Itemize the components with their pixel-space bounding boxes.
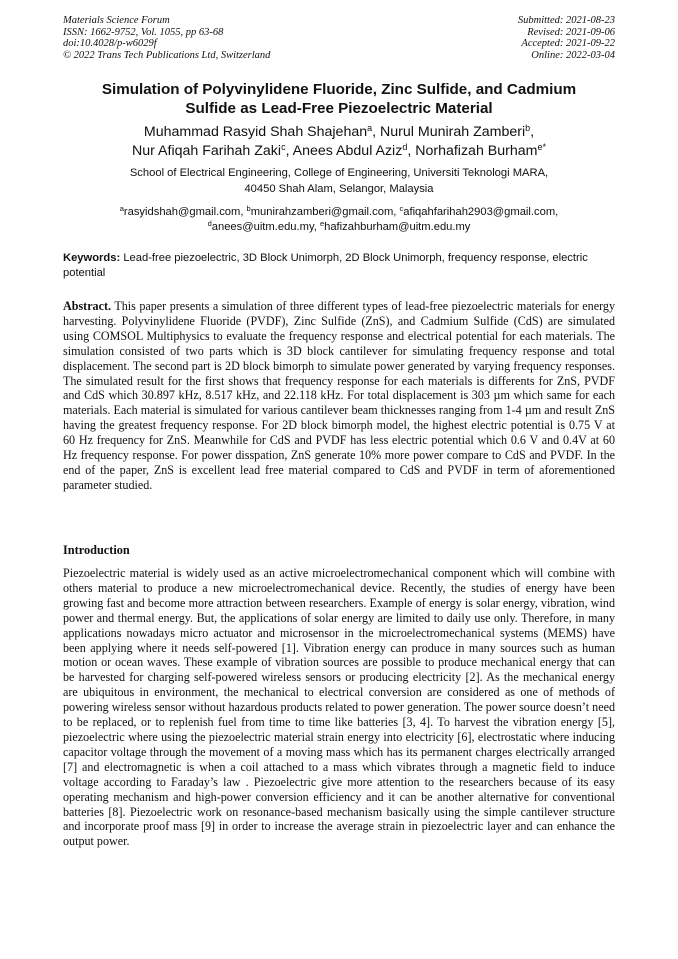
keywords <box>63 251 615 281</box>
email-mark: a <box>119 204 124 213</box>
author-affil-mark: c <box>281 142 286 152</box>
affiliation-line-2: 40450 Shah Alam, Selangor, Malaysia <box>244 182 434 195</box>
author-line-2 <box>63 142 615 161</box>
email-mark: c <box>399 204 404 213</box>
section-heading-introduction: Introduction <box>63 543 130 557</box>
author-name: Nur Afiqah Farihah Zaki <box>132 143 282 159</box>
email-address: munirahzamberi@gmail.com <box>250 206 394 218</box>
author-list <box>63 123 615 161</box>
affiliation <box>63 166 615 197</box>
email-address: anees@uitm.edu.my <box>211 220 314 233</box>
introduction-paragraph: Piezoelectric material is widely used as an active microelectromechanical component which will combine with others material to produce a new microelectromechanical device. Recently, the studies of energy have been growing fast and become more attraction between researchers. Example of energy is solar energy, vibration, wind power and thermal energy. But, the applications of solar energy are limited to daily use only. Therefore, in many applications nowadays micro actuator and microsensor in the microelectromechanical systems (MEMS) have been applying where it needs self-powered [1]. Vibration energy can produce in many sources such as human motion or ocean waves. These example of vibration sources are possible to produce mechanical energy that can be harvested for charging self-powered wireless sensors or producing electricity [2]. As the mechanical energy are ubiquitous in environment, the mechanical to electrical conversion are considered as one of methods of powering wireless sensor without hazardous products related to power generation. The power source doesn’t need to be replaced, or to replenish fuel from time to time like batteries [3, 4]. To harvest the vibration energy [5], piezoelectric where using the piezoelectric material strain energy into electricity [6], electrostatic where inducing capacitor voltage through the movement of a moving mass which has its permanent charges electrically arranged [7] and electromagnetic is when a coil attached to a mass which vibrates through a magnetic field to induce voltage according to Faraday’s law . Piezoelectric give more attention to the researchers because of its easy operating mechanism and high-power conversion efficiency and it can be another alternative for conventional batteries [8]. Piezoelectric work on resonance-based mechanism basically using the simple cantilever structure and incorporate proof mass [9] in order to increase the average strain in piezoelectric layer and can enhance the output power. <box>63 566 615 849</box>
email-mark: d <box>207 218 212 228</box>
email-address: hafizahburham@uitm.edu.my <box>324 220 471 233</box>
issn-line: ISSN: 1662-9752, Vol. 1055, pp 63-68 <box>63 26 224 38</box>
doi-line: doi:10.4028/p-w6029f <box>63 38 157 49</box>
keywords-text: Lead-free piezoelectric, 3D Block Unimorph, 2D Block Unimorph, frequency response, electric potential <box>63 252 588 279</box>
title-line-2: Sulfide as Lead-Free Piezoelectric Material <box>185 100 493 117</box>
abstract <box>63 299 615 493</box>
abstract-text: This paper presents a simulation of three different types of lead-free piezoelectric materials for energy harvesting. Polyvinylidene Fluoride (PVDF), Zinc Sulfide (ZnS), and Cadmium Sulfide (CdS) are simulated using COMSOL Multiphysics to evaluate the frequency response and electrical potential for each materials. The simulation consisted of two parts which is 3D block cantilever for simulating frequency response and total displacement. The second part is 2D block bimorph to simulate power generated by varying frequency responses. The simulated result for the first shows that frequency response for each materials is differents for ZnS, PVDF and CdS which 30.897 kHz, 8.517 kHz, and 22.118 kHz. For total displacement is 303 µm which same for each materials. Each material is simulated for various cantilever beam thicknesses ranging from 1-4 µm and result ZnS having the greatest frequency response. For 2D block bimorph model, the highest electric potential is 0.75 V at 60 Hz frequency for ZnS. Meanwhile for CdS and PVDF has less electric potential which 0.6 V and 0.4V at 60 Hz frequency response. For power disspation, ZnS generate 10% more power compare to CdS and PVDF. In the end of the paper, ZnS is excellent lead free material compared to CdS and PVDF in term of aforementioned parameter studied. <box>63 299 615 492</box>
author-name: Norhafizah Burham <box>415 143 538 159</box>
email-separator: , <box>240 206 247 218</box>
submission-dates <box>518 15 615 61</box>
email-list <box>63 205 615 234</box>
email-address: rasyidshah@gmail.com <box>123 206 241 218</box>
author-name: Nurul Munirah Zamberi <box>380 124 526 140</box>
email-mark: e <box>319 218 325 228</box>
email-separator: , <box>313 220 320 233</box>
author-affil-mark: d <box>402 142 408 152</box>
email-line-2 <box>63 220 615 235</box>
author-name: Muhammad Rasyid Shah Shajehan <box>143 124 368 140</box>
author-affil-mark: e* <box>537 142 546 152</box>
email-mark: b <box>246 204 251 213</box>
author-separator: , <box>407 143 416 159</box>
title-line-1: Simulation of Polyvinylidene Fluoride, Zinc Sulfide, and Cadmium <box>101 81 577 98</box>
email-separator: , <box>393 206 400 218</box>
journal-name: Materials Science Forum <box>63 15 170 26</box>
online-date: Online: 2022-03-04 <box>531 49 615 61</box>
keywords-label: Keywords: <box>63 252 121 264</box>
copyright-line: © 2022 Trans Tech Publications Ltd, Switzerland <box>63 49 271 61</box>
author-line-1 <box>63 123 615 142</box>
author-separator: , <box>285 143 293 159</box>
abstract-label: Abstract. <box>63 299 112 313</box>
affiliation-line-1: School of Electrical Engineering, College of Engineering, Universiti Teknologi MARA, <box>129 167 549 179</box>
author-affil-mark: a <box>367 123 373 133</box>
journal-info <box>63 15 270 61</box>
author-affil-mark: b <box>525 123 531 133</box>
email-line-1 <box>63 205 615 220</box>
email-address: afiqahfarihah2903@gmail.com <box>403 206 556 218</box>
submitted-date: Submitted: 2021-08-23 <box>517 15 615 26</box>
revised-date: Revised: 2021-09-06 <box>527 26 615 38</box>
author-separator: , <box>372 124 381 140</box>
accepted-date: Accepted: 2021-09-22 <box>521 38 615 49</box>
email-separator: , <box>555 206 559 218</box>
author-name: Anees Abdul Aziz <box>292 143 403 159</box>
author-separator: , <box>530 124 535 140</box>
paper-title <box>63 80 615 118</box>
